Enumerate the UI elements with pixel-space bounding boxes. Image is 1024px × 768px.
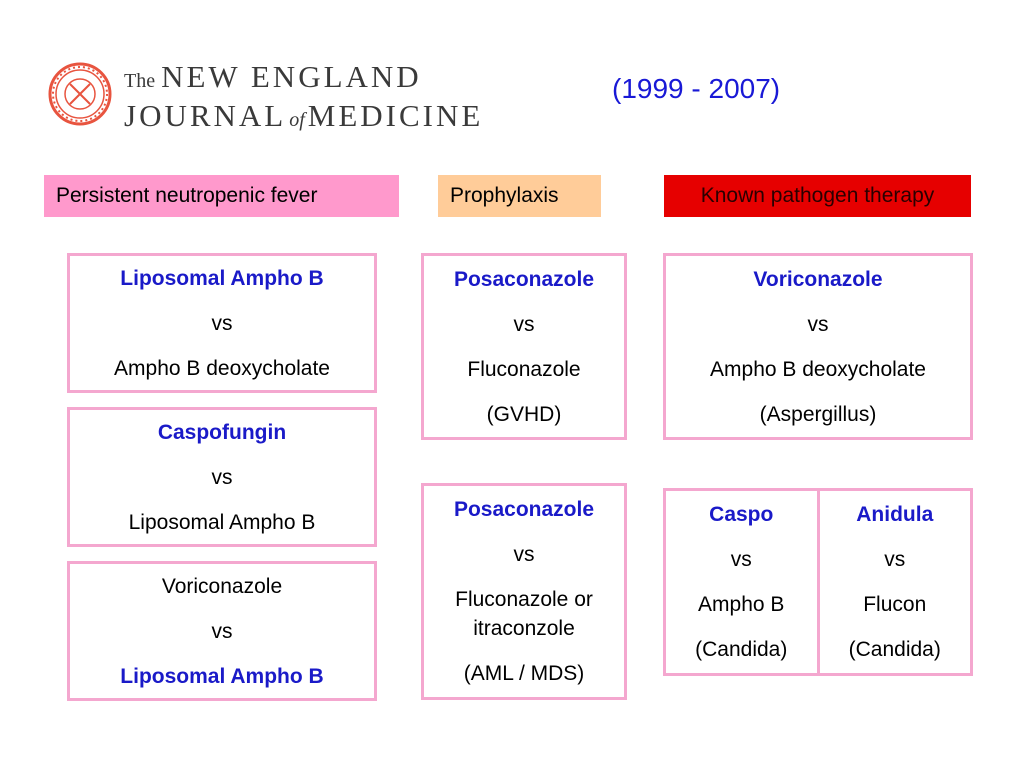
trial-comparator: Liposomal Ampho B bbox=[120, 664, 324, 688]
trial-context: (GVHD) bbox=[486, 402, 562, 426]
trial-comparator: Ampho B deoxycholate bbox=[114, 356, 330, 380]
trial-vs: vs bbox=[513, 312, 535, 336]
trial-drug: Posaconazole bbox=[453, 498, 595, 521]
trial-context: (Aspergillus) bbox=[759, 402, 877, 426]
category-prophylaxis: Prophylaxis bbox=[438, 175, 601, 217]
trial-box-voriconazole-aspergillus bbox=[663, 253, 973, 440]
trial-drug: Anidula bbox=[856, 503, 934, 526]
trial-comparator: Ampho B bbox=[698, 593, 785, 616]
trial-box-voriconazole-neutropenic bbox=[67, 561, 377, 701]
trial-vs: vs bbox=[807, 312, 829, 336]
trial-drug: Caspofungin bbox=[157, 420, 287, 444]
trial-drug: Liposomal Ampho B bbox=[120, 266, 324, 290]
trial-box-posaconazole-aml bbox=[421, 483, 627, 700]
trial-comparator-line1: Fluconazole or bbox=[455, 588, 593, 611]
trial-vs: vs bbox=[884, 548, 906, 571]
trial-context: (Candida) bbox=[695, 638, 788, 661]
trial-vs: vs bbox=[211, 465, 233, 489]
trial-box-candida bbox=[663, 488, 973, 676]
trial-vs: vs bbox=[730, 548, 752, 571]
trial-box-liposomal-ampho bbox=[67, 253, 377, 393]
trial-drug: Caspo bbox=[709, 503, 774, 526]
trial-comparator: Ampho B deoxycholate bbox=[710, 357, 926, 381]
trial-context: (AML / MDS) bbox=[463, 662, 585, 685]
masthead-the: The bbox=[124, 70, 156, 92]
journal-masthead bbox=[124, 60, 483, 138]
category-persistent-fever: Persistent neutropenic fever bbox=[44, 175, 399, 217]
trial-comparator: Liposomal Ampho B bbox=[128, 510, 316, 534]
trial-vs: vs bbox=[211, 619, 233, 643]
masthead-journal: JOURNAL bbox=[124, 98, 287, 133]
trial-box-caspofungin bbox=[67, 407, 377, 547]
trial-drug: Posaconazole bbox=[453, 267, 595, 291]
year-range: (1999 - 2007) bbox=[612, 73, 781, 104]
masthead-medicine: MEDICINE bbox=[307, 98, 484, 133]
trial-context: (Candida) bbox=[848, 638, 941, 661]
trial-vs: vs bbox=[211, 311, 233, 335]
trial-half-caspo bbox=[666, 491, 817, 673]
trial-comparator: Flucon bbox=[863, 593, 927, 616]
trial-vs: vs bbox=[513, 543, 535, 566]
nejm-seal-logo bbox=[48, 62, 112, 126]
trial-drug: Voriconazole bbox=[753, 267, 883, 291]
trial-comparator: Fluconazole bbox=[467, 357, 581, 381]
trial-comparator-line2: itraconzole bbox=[473, 617, 575, 640]
trial-drug: Voriconazole bbox=[161, 574, 283, 598]
category-known-pathogen: Known pathogen therapy bbox=[664, 175, 971, 217]
masthead-line1: NEW ENGLAND bbox=[161, 59, 422, 94]
trial-half-anidula bbox=[817, 491, 971, 673]
trial-box-posaconazole-gvhd bbox=[421, 253, 627, 440]
masthead-of: of bbox=[289, 109, 305, 131]
trial-comparator bbox=[455, 585, 593, 643]
